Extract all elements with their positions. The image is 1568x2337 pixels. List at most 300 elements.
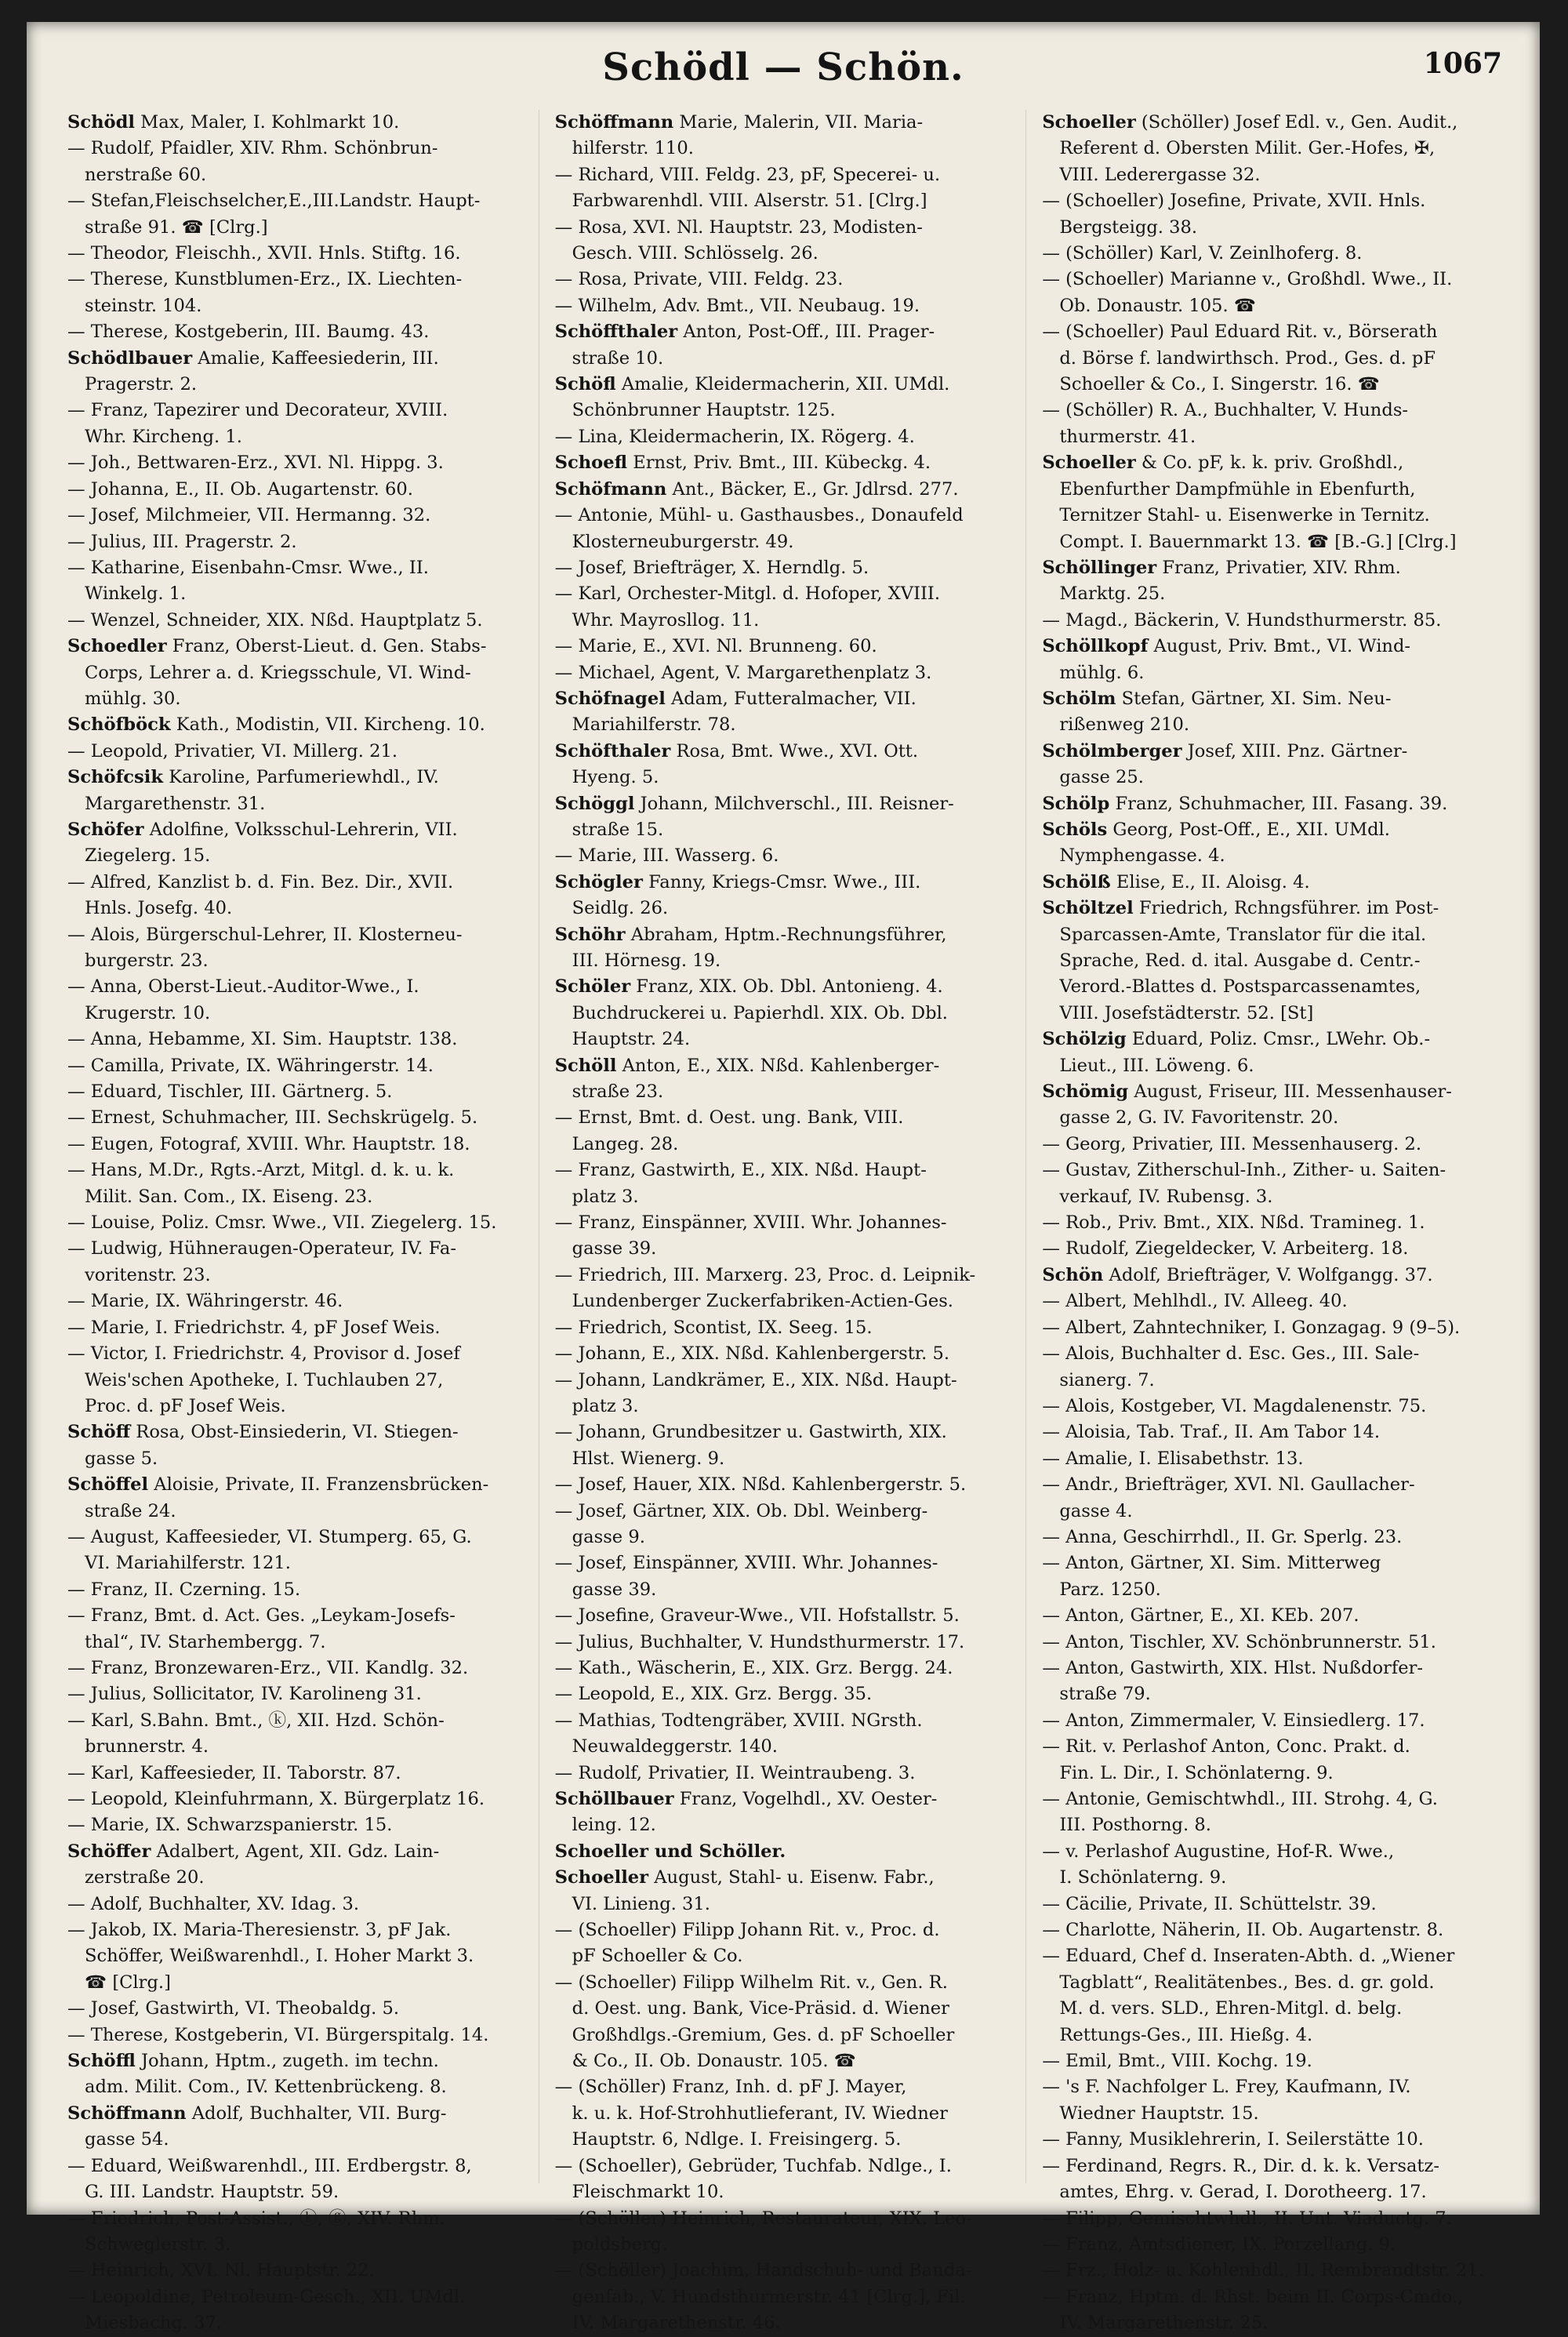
- directory-entry-line: [1042, 660, 1507, 686]
- directory-entry-line: [67, 1681, 532, 1707]
- directory-entry-line: [67, 581, 532, 607]
- entry-text: mühlg. 6.: [1059, 662, 1145, 683]
- directory-entry-line: [555, 1027, 1020, 1052]
- directory-entry-line: [67, 1053, 532, 1079]
- directory-entry-line: [555, 1865, 1020, 1891]
- directory-entry-line: [1042, 1865, 1507, 1891]
- directory-entry-line: [555, 215, 1020, 241]
- directory-entry-line: [67, 1184, 532, 1210]
- entry-text: Amalie, Kleidermacherin, XII. UMdl.: [615, 374, 950, 395]
- entry-text: Rosa, Obst-Einsiederin, VI. Stiegen-: [130, 1422, 459, 1443]
- entry-surname: Schoeller: [1042, 112, 1136, 133]
- entry-text: Winkelg. 1.: [85, 583, 187, 605]
- directory-entry-line: [555, 634, 1020, 660]
- page-number: 1067: [1423, 47, 1502, 80]
- entry-text: — Anton, Gärtner, E., XI. KEb. 207.: [1042, 1605, 1359, 1626]
- directory-entry-line: [555, 398, 1020, 423]
- entry-surname: Schöllbauer: [554, 1789, 674, 1809]
- entry-surname: Schoeller und Schöller.: [554, 1841, 786, 1862]
- entry-text: Amalie, Kaffeesiederin, III.: [192, 347, 439, 369]
- directory-entry-line: [555, 1158, 1020, 1183]
- entry-surname: Schöfnagel: [554, 688, 666, 709]
- directory-entry-line: [67, 1158, 532, 1183]
- entry-surname: Schoeller: [1042, 452, 1136, 474]
- directory-entry-line: [555, 503, 1020, 529]
- directory-entry-line: [67, 1499, 532, 1525]
- directory-entry-line: [67, 1943, 532, 1969]
- directory-entry-line: [555, 948, 1020, 974]
- directory-entry-line: [1042, 1053, 1507, 1079]
- directory-entry-line: [1042, 1708, 1507, 1734]
- entry-text: Rettungs-Ges., III. Hießg. 4.: [1059, 2024, 1313, 2045]
- entry-text: — Leopold, E., XIX. Grz. Bergg. 35.: [554, 1684, 873, 1705]
- directory-entry-line: [555, 581, 1020, 607]
- directory-entry-line: [1042, 1943, 1507, 1969]
- directory-entry-line: [67, 477, 532, 503]
- entry-text: Max, Maler, I. Kohlmarkt 10.: [134, 112, 400, 133]
- directory-entry-line: [1042, 2284, 1507, 2310]
- directory-entry-line: [555, 1499, 1020, 1525]
- directory-entry-line: [555, 1970, 1020, 1996]
- column-1: [67, 110, 539, 2334]
- entry-text: — Rosa, XVI. Nl. Hauptstr. 23, Modisten-: [554, 216, 923, 238]
- directory-entry-line: [1042, 162, 1507, 188]
- entry-text: zerstraße 20.: [85, 1867, 205, 1888]
- entry-text: — Ernst, Bmt. d. Oest. ung. Bank, VIII.: [554, 1107, 904, 1129]
- directory-entry-line: [1042, 1761, 1507, 1786]
- entry-text: — Marie, E., XVI. Nl. Brunneng. 60.: [554, 636, 877, 657]
- directory-entry-line: [1042, 1288, 1507, 1314]
- directory-entry-line: [555, 1210, 1020, 1236]
- directory-entry-line: [1042, 136, 1507, 162]
- directory-entry-line: [1042, 2048, 1507, 2074]
- entry-text: Franz, XIX. Ob. Dbl. Antonieng. 4.: [630, 976, 943, 998]
- entry-text: straße 79.: [1059, 1684, 1151, 1705]
- directory-entry-line: [555, 555, 1020, 581]
- entry-text: Eduard, Poliz. Cmsr., LWehr. Ob.-: [1126, 1029, 1431, 1050]
- entry-text: — Alfred, Kanzlist b. d. Fin. Bez. Dir., XVII.: [67, 871, 454, 892]
- entry-text: Verord.-Blattes d. Postsparcassenamtes,: [1059, 976, 1421, 998]
- directory-entry-line: [1042, 608, 1507, 634]
- directory-entry-line: [555, 1630, 1020, 1656]
- entry-text: sianerg. 7.: [1059, 1369, 1155, 1390]
- entry-text: Schweglerstr. 3.: [85, 2233, 231, 2255]
- directory-entry-line: [555, 110, 1020, 136]
- entry-text: gasse 25.: [1059, 767, 1144, 788]
- entry-text: — Katharine, Eisenbahn-Cmsr. Wwe., II.: [67, 557, 429, 578]
- directory-entry-line: [555, 529, 1020, 555]
- entry-text: — Charlotte, Näherin, II. Ob. Augartenstr. 8.: [1042, 1920, 1444, 1941]
- entry-text: Schöffer, Weißwarenhdl., I. Hoher Markt 3.: [85, 1946, 474, 1967]
- entry-text: — Georg, Privatier, III. Messenhauserg. 2.: [1042, 1133, 1422, 1154]
- directory-entry-line: [67, 791, 532, 817]
- directory-entry-line: [67, 162, 532, 188]
- entry-surname: Schöler: [554, 976, 631, 998]
- entry-text: — Heinrich, XVI. Nl. Hauptstr. 22.: [67, 2260, 375, 2281]
- entry-text: Fanny, Kriegs-Cmsr. Wwe., III.: [642, 871, 921, 892]
- entry-text: M. d. vers. SLD., Ehren-Mitgl. d. belg.: [1059, 1998, 1403, 2019]
- directory-entry-line: [67, 555, 532, 581]
- entry-text: — Alois, Bürgerschul-Lehrer, II. Klosterneu-: [67, 924, 463, 945]
- entry-text: pF Schoeller & Co.: [572, 1946, 743, 1967]
- entry-text: — Adolf, Buchhalter, XV. Idag. 3.: [67, 1893, 360, 1914]
- directory-entry-line: [555, 1472, 1020, 1498]
- directory-entry-line: [67, 1001, 532, 1027]
- directory-entry-line: [67, 870, 532, 896]
- directory-entry-line: [1042, 1812, 1507, 1838]
- entry-text: — Julius, Sollicitator, IV. Karolineng 31.: [67, 1684, 422, 1705]
- entry-surname: Schöfcsik: [67, 767, 164, 788]
- directory-entry-line: [1042, 1472, 1507, 1498]
- directory-entry-line: [67, 267, 532, 293]
- entry-text: gasse 4.: [1059, 1500, 1133, 1521]
- entry-text: — Anton, Gastwirth, XIX. Hlst. Nußdorfer-: [1042, 1657, 1424, 1678]
- entry-text: — Stefan,Fleischselcher,E.,III.Landstr. Haupt-: [67, 191, 481, 212]
- entry-text: Abraham, Hptm.-Rechnungsführer,: [625, 924, 947, 945]
- entry-text: — (Schöller) Heinrich, Restaurateur, XIX. Leo-: [554, 2208, 972, 2229]
- directory-entry-line: [1042, 1446, 1507, 1472]
- directory-entry-line: [555, 1446, 1020, 1472]
- directory-entry-line: [1042, 1315, 1507, 1341]
- directory-entry-line: [555, 1053, 1020, 1079]
- directory-entry-line: [1042, 2153, 1507, 2179]
- entry-text: — Albert, Zahntechniker, I. Gonzagag. 9 (9–5).: [1042, 1317, 1461, 1338]
- entry-text: — Eduard, Tischler, III. Gärtnerg. 5.: [67, 1081, 393, 1103]
- directory-entry-line: [67, 1892, 532, 1917]
- column-3: [1042, 110, 1513, 2334]
- entry-text: — Marie, III. Wasserg. 6.: [554, 845, 779, 867]
- directory-entry-line: [67, 1472, 532, 1498]
- entry-text: d. Börse f. landwirthsch. Prod., Ges. d. pF: [1059, 347, 1436, 369]
- entry-text: — Anna, Oberst-Lieut.-Auditor-Wwe., I.: [67, 976, 419, 998]
- directory-entry-line: [555, 346, 1020, 372]
- directory-entry-line: [67, 634, 532, 660]
- entry-surname: Schöff: [67, 1422, 131, 1443]
- entry-text: mühlg. 30.: [85, 688, 181, 709]
- entry-text: Johann, Hptm., zugeth. im techn.: [135, 2051, 439, 2072]
- entry-text: Compt. I. Bauernmarkt 13. ☎ [B.-G.] [Clrg.]: [1059, 531, 1457, 552]
- entry-text: — Ludwig, Hühneraugen-Operateur, IV. Fa-: [67, 1238, 456, 1259]
- directory-entry-line: [67, 1577, 532, 1603]
- entry-text: Franz, Privatier, XIV. Rhm.: [1156, 557, 1401, 578]
- entry-text: — Camilla, Private, IX. Währingerstr. 14.: [67, 1055, 434, 1076]
- entry-text: — Theodor, Fleischh., XVII. Hnls. Stiftg. 16.: [67, 243, 461, 264]
- directory-entry-line: [1042, 1105, 1507, 1131]
- directory-entry-line: [1042, 2206, 1507, 2232]
- directory-entry-line: [67, 1550, 532, 1576]
- entry-text: brunnerstr. 4.: [85, 1736, 209, 1757]
- directory-entry-line: [1042, 634, 1507, 660]
- entry-text: — Cäcilie, Private, II. Schüttelstr. 39.: [1042, 1893, 1377, 1914]
- entry-text: Adolfine, Volksschul-Lehrerin, VII.: [143, 819, 458, 840]
- directory-entry-line: [555, 293, 1020, 319]
- directory-entry-line: [67, 188, 532, 214]
- entry-text: G. III. Landstr. Hauptstr. 59.: [85, 2182, 339, 2203]
- directory-entry-line: [67, 319, 532, 345]
- entry-text: Franz, Oberst-Lieut. d. Gen. Stabs-: [166, 636, 487, 657]
- entry-text: Wiedner Hauptstr. 15.: [1059, 2103, 1259, 2124]
- entry-text: — (Schoeller) Paul Eduard Rit. v., Börserath: [1042, 322, 1438, 343]
- directory-entry-line: [555, 765, 1020, 791]
- entry-text: VI. Mariahilferstr. 121.: [85, 1553, 291, 1574]
- directory-entry-line: [555, 1761, 1020, 1786]
- entry-text: — v. Perlashof Augustine, Hof-R. Wwe.,: [1042, 1841, 1395, 1862]
- entry-columns: [67, 110, 1513, 2334]
- entry-text: — Marie, IX. Währingerstr. 46.: [67, 1291, 343, 1312]
- directory-entry-line: [555, 1525, 1020, 1550]
- directory-entry-line: [67, 1027, 532, 1052]
- entry-text: — Franz, Amtsdiener, IX. Porzellang. 9.: [1042, 2233, 1396, 2255]
- entry-text: Neuwaldeggerstr. 140.: [572, 1736, 778, 1757]
- entry-text: Elise, E., II. Aloisg. 4.: [1110, 871, 1310, 892]
- directory-entry-line: [67, 1812, 532, 1838]
- directory-entry-line: [67, 1419, 532, 1445]
- entry-text: — Josef, Milchmeier, VII. Hermanng. 32.: [67, 505, 431, 526]
- entry-surname: Schöffmann: [67, 2103, 187, 2124]
- entry-text: straße 15.: [572, 819, 664, 840]
- entry-text: — Therese, Kostgeberin, VI. Bürgerspitalg. 14.: [67, 2024, 489, 2045]
- entry-text: Corps, Lehrer a. d. Kriegsschule, VI. Wind-: [85, 662, 471, 683]
- directory-entry-line: [1042, 1394, 1507, 1419]
- directory-entry-line: [555, 817, 1020, 843]
- directory-entry-line: [555, 1236, 1020, 1262]
- entry-text: Farbwarenhdl. VIII. Alserstr. 51. [Clrg.]: [572, 191, 927, 212]
- entry-text: (Schöller) Josef Edl. v., Gen. Audit.,: [1135, 112, 1458, 133]
- directory-entry-line: [67, 712, 532, 738]
- entry-text: hilferstr. 110.: [572, 138, 694, 159]
- entry-text: — Jakob, IX. Maria-Theresienstr. 3, pF Jak.: [67, 1920, 452, 1941]
- directory-entry-line: [1042, 1839, 1507, 1865]
- entry-text: leing. 12.: [572, 1815, 656, 1836]
- entry-text: — Filipp, Gemischtwhdl., II. Unt. Viaductg. 7.: [1042, 2208, 1452, 2229]
- directory-entry-line: [67, 529, 532, 555]
- entry-text: — Karl, Kaffeesieder, II. Taborstr. 87.: [67, 1762, 401, 1783]
- entry-surname: Schoedler: [67, 636, 167, 657]
- directory-entry-line: [67, 1341, 532, 1367]
- entry-surname: Schölp: [1042, 793, 1110, 814]
- directory-entry-line: [1042, 686, 1507, 712]
- entry-text: Pragerstr. 2.: [85, 374, 198, 395]
- entry-text: — Ernest, Schuhmacher, III. Sechskrügelg. 5.: [67, 1107, 478, 1129]
- entry-text: poldsberg.: [572, 2233, 668, 2255]
- directory-entry-line: [555, 1943, 1020, 1969]
- directory-entry-line: [67, 1996, 532, 2022]
- directory-entry-line: [1042, 896, 1507, 921]
- directory-entry-line: [1042, 1368, 1507, 1394]
- directory-entry-line: [1042, 922, 1507, 948]
- entry-text: Klosterneuburgerstr. 49.: [572, 531, 794, 552]
- entry-text: Adalbert, Agent, XII. Gdz. Lain-: [151, 1841, 440, 1862]
- entry-text: VI. Linieng. 31.: [572, 1893, 710, 1914]
- entry-text: verkauf, IV. Rubensg. 3.: [1059, 1186, 1273, 1207]
- entry-text: platz 3.: [572, 1186, 639, 1207]
- entry-text: nerstraße 60.: [85, 164, 207, 185]
- directory-entry-line: [555, 372, 1020, 398]
- entry-text: August, Stahl- u. Eisenw. Fabr.,: [648, 1867, 935, 1888]
- entry-text: — Albert, Mehlhdl., IV. Alleeg. 40.: [1042, 1291, 1348, 1312]
- entry-text: — Marie, I. Friedrichstr. 4, pF Josef Weis.: [67, 1317, 441, 1338]
- entry-surname: Schöllinger: [1042, 557, 1157, 578]
- directory-entry-line: [555, 1394, 1020, 1419]
- entry-surname: Schöffl: [67, 2051, 136, 2072]
- directory-entry-line: [555, 424, 1020, 450]
- entry-surname: Schöfthaler: [554, 740, 671, 761]
- entry-text: Sparcassen-Amte, Translator für die ital.: [1059, 924, 1427, 945]
- entry-text: Marie, Malerin, VII. Maria-: [673, 112, 924, 133]
- entry-text: Aloisie, Private, II. Franzensbrücken-: [148, 1474, 489, 1496]
- directory-entry-line: [1042, 1210, 1507, 1236]
- directory-entry-line: [67, 1786, 532, 1812]
- entry-text: — Ferdinand, Regrs. R., Dir. d. k. k. Versatz-: [1042, 2155, 1440, 2176]
- entry-text: gasse 9.: [572, 1526, 645, 1547]
- directory-entry-line: [1042, 1158, 1507, 1183]
- directory-entry-line: [555, 2101, 1020, 2127]
- directory-entry-line: [1042, 1263, 1507, 1288]
- entry-text: — Marie, IX. Schwarzspanierstr. 15.: [67, 1815, 393, 1836]
- entry-text: gasse 5.: [85, 1448, 158, 1469]
- entry-surname: Schöls: [1042, 819, 1108, 840]
- entry-text: — Alois, Buchhalter d. Esc. Ges., III. Sale-: [1042, 1343, 1420, 1365]
- directory-entry-line: [1042, 267, 1507, 293]
- directory-entry-line: [67, 2048, 532, 2074]
- entry-text: — Julius, Buchhalter, V. Hundsthurmerstr. 17.: [554, 1631, 965, 1652]
- entry-text: IV. Margarethenstr. 25.: [1059, 2313, 1269, 2334]
- entry-text: — Franz, II. Czerning. 15.: [67, 1579, 301, 1600]
- directory-entry-line: [67, 1315, 532, 1341]
- entry-text: — Mathias, Todtengräber, XVIII. NGrsth.: [554, 1710, 923, 1731]
- entry-text: Fleischmarkt 10.: [572, 2182, 724, 2203]
- directory-entry-line: [1042, 1603, 1507, 1629]
- directory-entry-line: [1042, 398, 1507, 423]
- directory-entry-line: [555, 1681, 1020, 1707]
- directory-entry-line: [67, 1734, 532, 1760]
- entry-text: — Karl, Orchester-Mitgl. d. Hofoper, XVIII.: [554, 583, 941, 605]
- entry-text: Franz, Vogelhdl., XV. Oester-: [673, 1789, 938, 1809]
- entry-text: platz 3.: [572, 1395, 639, 1416]
- directory-entry-line: [67, 1394, 532, 1419]
- entry-text: gasse 39.: [572, 1238, 657, 1259]
- directory-entry-line: [555, 1786, 1020, 1812]
- directory-entry-line: [1042, 188, 1507, 214]
- directory-entry-line: [1042, 1577, 1507, 1603]
- directory-entry-line: [555, 1105, 1020, 1131]
- entry-surname: Schöltzel: [1042, 898, 1134, 919]
- directory-entry-line: [555, 2153, 1020, 2179]
- entry-text: — (Schoeller) Marianne v., Großhdl. Wwe., II.: [1042, 269, 1453, 290]
- entry-text: straße 23.: [572, 1081, 664, 1103]
- entry-text: Ant., Bäcker, E., Gr. Jdlrsd. 277.: [666, 478, 959, 500]
- entry-surname: Schöfer: [67, 819, 144, 840]
- directory-entry-line: [67, 1603, 532, 1629]
- directory-entry-line: [67, 1630, 532, 1656]
- directory-entry-line: [1042, 1970, 1507, 1996]
- entry-text: — Hans, M.Dr., Rgts.-Arzt, Mitgl. d. k. u. k.: [67, 1160, 455, 1181]
- directory-entry-line: [67, 2127, 532, 2153]
- directory-entry-line: [555, 1996, 1020, 2022]
- directory-entry-line: [1042, 1236, 1507, 1262]
- entry-text: Schoeller & Co., I. Singerstr. 16. ☎: [1059, 374, 1380, 395]
- entry-text: — Leopoldine, Petroleum-Gesch., XII. UMdl.: [67, 2286, 466, 2307]
- entry-text: — Friedrich, Post-Assist., ⓚ, ⓖ, XIV. Rhm.: [67, 2208, 445, 2229]
- directory-entry-line: [555, 1839, 1020, 1865]
- directory-entry-line: [555, 608, 1020, 634]
- entry-surname: Schöfmann: [554, 478, 667, 500]
- entry-text: burgerstr. 23.: [85, 950, 209, 971]
- directory-entry-line: [1042, 1341, 1507, 1367]
- directory-entry-line: [67, 1839, 532, 1865]
- entry-text: — Franz, Hptm. d. Rhst. beim II. Corps-Cmdo.,: [1042, 2286, 1464, 2307]
- directory-entry-line: [555, 1656, 1020, 1681]
- entry-text: — Eugen, Fotograf, XVIII. Whr. Hauptstr. 18.: [67, 1133, 470, 1154]
- entry-text: Karoline, Parfumeriewhdl., IV.: [163, 767, 439, 788]
- directory-entry-line: [555, 1812, 1020, 1838]
- entry-text: — Josef, Gärtner, XIX. Ob. Dbl. Weinberg-: [554, 1500, 928, 1521]
- entry-text: — Wilhelm, Adv. Bmt., VII. Neubaug. 19.: [554, 295, 920, 316]
- entry-surname: Schödl: [67, 112, 135, 133]
- entry-text: Miesbachg. 37.: [85, 2313, 223, 2334]
- entry-text: Adam, Futteralmacher, VII.: [665, 688, 916, 709]
- directory-entry-line: [1042, 450, 1507, 476]
- entry-text: — Alois, Kostgeber, VI. Magdalenenstr. 75.: [1042, 1395, 1427, 1416]
- directory-entry-line: [67, 2310, 532, 2336]
- entry-text: ☎ [Clrg.]: [85, 1972, 171, 1993]
- entry-text: — Johann, Landkrämer, E., XIX. Nßd. Haupt-: [554, 1369, 957, 1390]
- directory-entry-line: [67, 1525, 532, 1550]
- entry-text: — Franz, Tapezirer und Decorateur, XVIII.: [67, 400, 448, 421]
- directory-entry-line: [67, 241, 532, 267]
- directory-entry-line: [555, 1917, 1020, 1943]
- entry-text: — Eduard, Weißwarenhdl., III. Erdbergstr. 8,: [67, 2155, 472, 2176]
- entry-text: — Johanna, E., II. Ob. Augartenstr. 60.: [67, 478, 413, 500]
- entry-surname: Schölm: [1042, 688, 1116, 709]
- directory-entry-line: [67, 608, 532, 634]
- entry-text: — (Schöller) R. A., Buchhalter, V. Hunds-: [1042, 400, 1409, 421]
- entry-text: — Rosa, Private, VIII. Feldg. 23.: [554, 269, 844, 290]
- directory-page: [27, 22, 1540, 2334]
- entry-text: — Rit. v. Perlashof Anton, Conc. Prakt. d.: [1042, 1736, 1410, 1757]
- entry-text: straße 24.: [85, 1500, 176, 1521]
- entry-text: — Franz, Bronzewaren-Erz., VII. Kandlg. 32.: [67, 1657, 469, 1678]
- directory-entry-line: [555, 136, 1020, 162]
- entry-text: — Kath., Wäscherin, E., XIX. Grz. Bergg. 24.: [554, 1657, 953, 1678]
- entry-text: Krugerstr. 10.: [85, 1002, 211, 1023]
- entry-text: gasse 54.: [85, 2129, 169, 2150]
- entry-text: Parz. 1250.: [1059, 1579, 1161, 1600]
- directory-entry-line: [67, 372, 532, 398]
- directory-entry-line: [67, 1761, 532, 1786]
- entry-text: Georg, Post-Off., E., XII. UMdl.: [1107, 819, 1390, 840]
- entry-surname: Schöfböck: [67, 714, 171, 736]
- directory-entry-line: [1042, 1525, 1507, 1550]
- entry-text: — Antonie, Gemischtwhdl., III. Strohg. 4, G.: [1042, 1789, 1438, 1809]
- directory-entry-line: [67, 1917, 532, 1943]
- directory-entry-line: [555, 1079, 1020, 1105]
- directory-entry-line: [1042, 2179, 1507, 2205]
- directory-entry-line: [67, 1263, 532, 1288]
- entry-text: Hauptstr. 24.: [572, 1029, 691, 1050]
- entry-text: Ziegelerg. 15.: [85, 845, 211, 867]
- entry-text: — (Schoeller) Filipp Wilhelm Rit. v., Gen. R.: [554, 1972, 948, 1993]
- directory-entry-line: [67, 922, 532, 948]
- directory-entry-line: [555, 896, 1020, 921]
- directory-entry-line: [1042, 948, 1507, 974]
- entry-text: steinstr. 104.: [85, 295, 202, 316]
- directory-entry-line: [555, 870, 1020, 896]
- entry-text: — Andr., Briefträger, XVI. Nl. Gaullacher-: [1042, 1474, 1415, 1496]
- directory-entry-line: [555, 1288, 1020, 1314]
- entry-surname: Schöll: [554, 1055, 617, 1076]
- directory-entry-line: [1042, 712, 1507, 738]
